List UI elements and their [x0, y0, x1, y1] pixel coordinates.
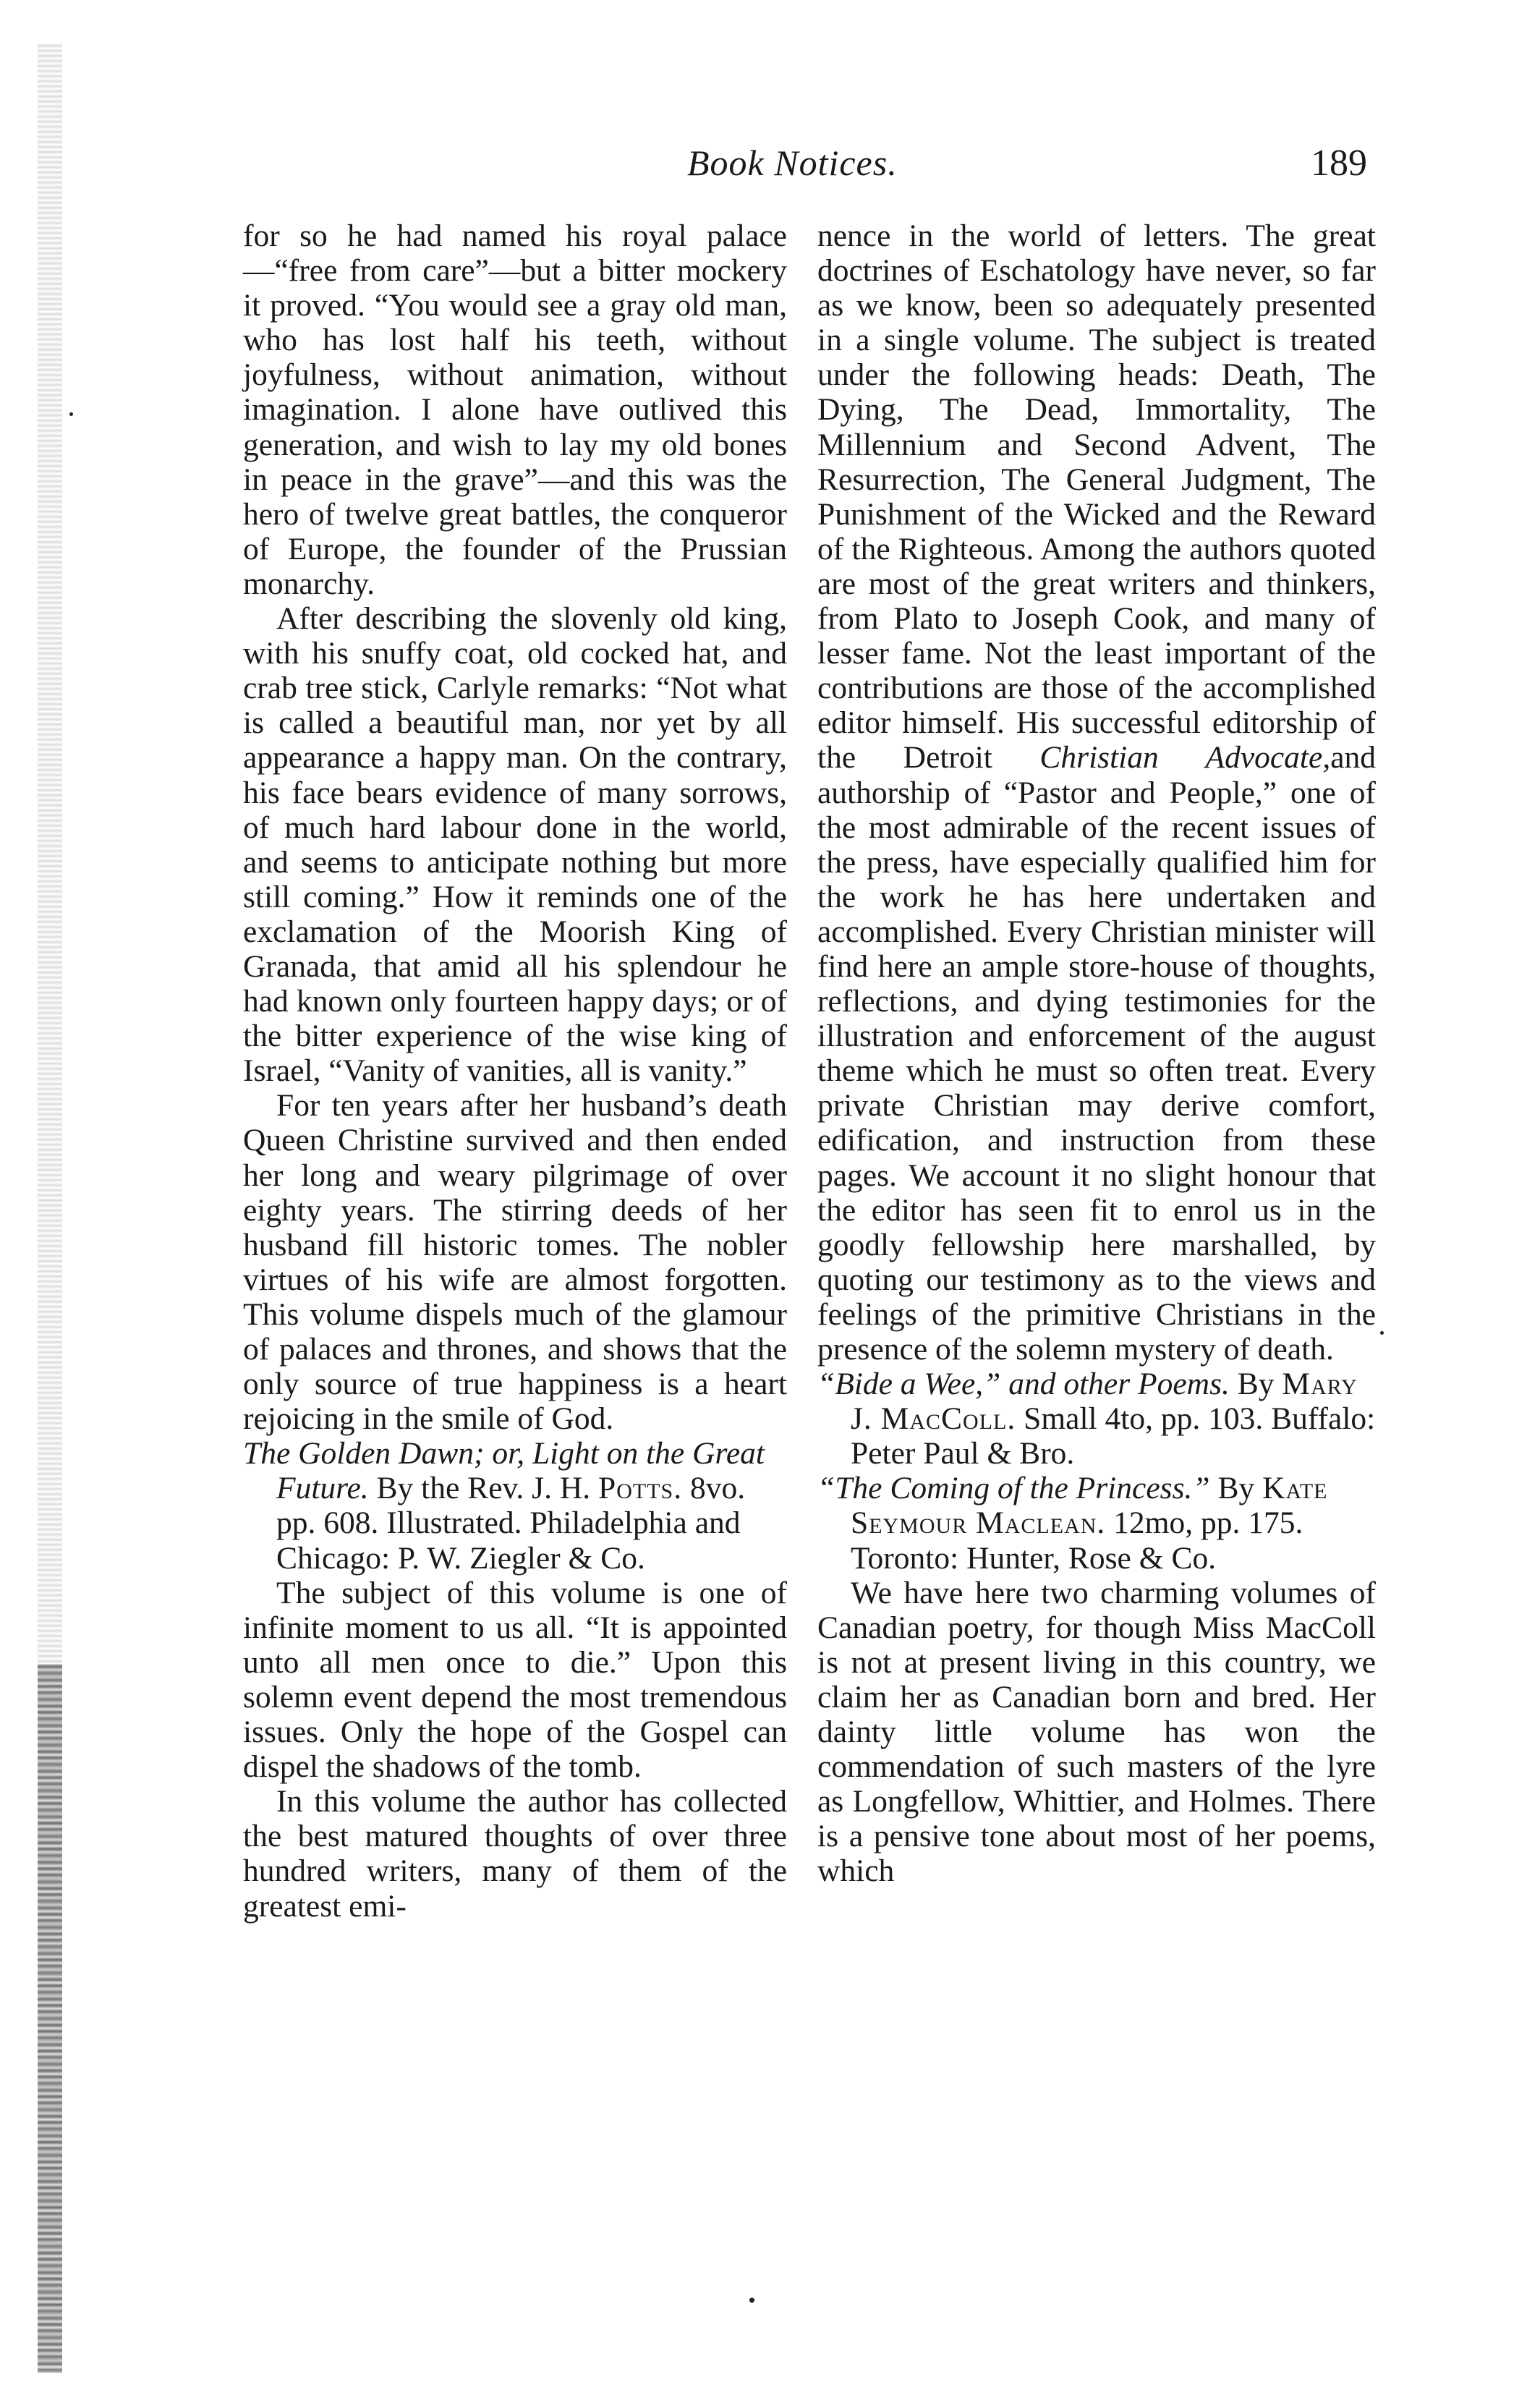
paragraph: We have here two charming volumes of Canadian poetry, for though Miss MacColl is not at present living in this country, we claim her as Canadian born and bred. Her dainty little volume has won the commendation of such masters of the lyre as Longfellow, Whittier, and Holmes. There is a pensive tone about most of her poems, which — [817, 1575, 1376, 1889]
book-details: Small 4to, pp. 103. Buffalo: Peter Paul & Bro. — [851, 1401, 1376, 1471]
book-details: 12mo, pp. 175. Toronto: Hunter, Rose & Co. — [851, 1505, 1303, 1576]
paragraph-text: and authorship of “Pastor and People,” one of the most admirable of the recent issues of the press, have especially qualified him for the work he has here undertaken and accomplished. Every Christian minister will find here an ample store-house of thoughts, reflections, and dying testimonies for the illustration and enforcement of the august theme which he must so often treat. Every private Christian may derive comfort, edification, and instruction from these pages. We account it no slight honour that the editor has seen fit to enrol us in the goodly fellowship here marshalled, by quoting our testimony as to the views and feelings of the primitive Christians in the presence of the solemn mystery of death. — [817, 740, 1377, 1367]
book-author: Kate Seymour Maclean. — [851, 1471, 1328, 1541]
running-title: Book Notices. — [687, 143, 898, 183]
page-number: 189 — [1311, 143, 1367, 184]
paragraph: For ten years after her husband’s death Queen Christine survived and then ended her long and weary pilgrimage of over eighty years. The stirring deeds of her husband fill historic tomes. The nobler virtues of his wife are almost forgotten. This volume dispels much of the glamour of palaces and thrones, and shows that the only source of true happiness is a heart rejoicing in the smile of God. — [243, 1088, 787, 1437]
ink-speck — [749, 2298, 754, 2303]
book-author: Potts. — [598, 1471, 683, 1506]
paragraph: The subject of this volume is one of infinite moment to us all. “It is appointed unto all men once to die.” Upon this solemn event depend the most tremendous issues. Only the hope of the Gospel can dispel the shadows of the tomb. — [243, 1575, 787, 1785]
ink-speck — [69, 412, 73, 416]
paragraph: After describing the slovenly old king, with his snuffy coat, old cocked hat, and crab tree stick, Carlyle remarks: “Not what is called a beautiful man, nor yet by all appearance a happy man. On the contrary, his face bears evidence of many sorrows, of much hard labour done in the world, and seems to anticipate nothing but more still coming.” How it reminds one of the exclamation of the Moorish King of Granada, that amid all his splendour he had known only fourteen happy days; or of the bitter experience of the wise king of Israel, “Vanity of vanities, all is vanity.” — [243, 601, 787, 1089]
book-notice-heading — [243, 1436, 787, 1575]
book-title: “The Coming of the Princess.” — [817, 1471, 1210, 1506]
binding-edge-dark — [38, 1664, 62, 2373]
book-notice-heading — [817, 1367, 1376, 1471]
book-by: By the Rev. J. H. — [376, 1471, 591, 1506]
paragraph: In this volume the author has collected the best matured thoughts of over three hundred writers, many of them of the greatest emi- — [243, 1784, 787, 1924]
left-column — [243, 218, 787, 1924]
paragraph — [817, 218, 1376, 1367]
journal-title: Christian Advocate, — [1039, 740, 1331, 776]
book-by: By — [1237, 1367, 1275, 1402]
right-column — [817, 218, 1376, 1889]
book-details: 8vo. pp. 608. Illustrated. Philadelphia and Chicago: P. W. Ziegler & Co. — [276, 1471, 746, 1576]
book-author: Mary J. MacColl. — [851, 1367, 1358, 1437]
paragraph: for so he had named his royal palace —“free from care”—but a bitter mockery it proved. “You would see a gray old man, who has lost half his teeth, without joyfulness, without animation, without imagination. I alone have outlived this generation, and wish to lay my old bones in peace in the grave”—and this was the hero of twelve great battles, the conqueror of Europe, the founder of the Prussian monarchy. — [243, 218, 787, 601]
book-by: By — [1217, 1471, 1255, 1506]
book-title: The Golden Dawn; or, Light on the Great Future. — [243, 1436, 765, 1506]
page-header — [239, 142, 1367, 192]
book-title: “Bide a Wee,” and other Poems. — [817, 1367, 1230, 1402]
paragraph-text: nence in the world of letters. The great doctrines of Eschatology have never, so far as we know, been so adequately presented in a single volume. The subject is treated under the following heads: Death, The Dying, The Dead, Immortality, The Millennium and Second Advent, The Resurrection, The General Judgment, The Punishment of the Wicked and the Reward of the Righteous. Among the authors quoted are most of the great writers and thinkers, from Plato to Joseph Cook, and many of lesser fame. Not the least important of the contributions are those of the accomplished editor himself. His successful editorship of the Detroit — [817, 218, 1376, 776]
book-notice-heading — [817, 1471, 1376, 1575]
ink-speck — [1380, 1331, 1384, 1335]
